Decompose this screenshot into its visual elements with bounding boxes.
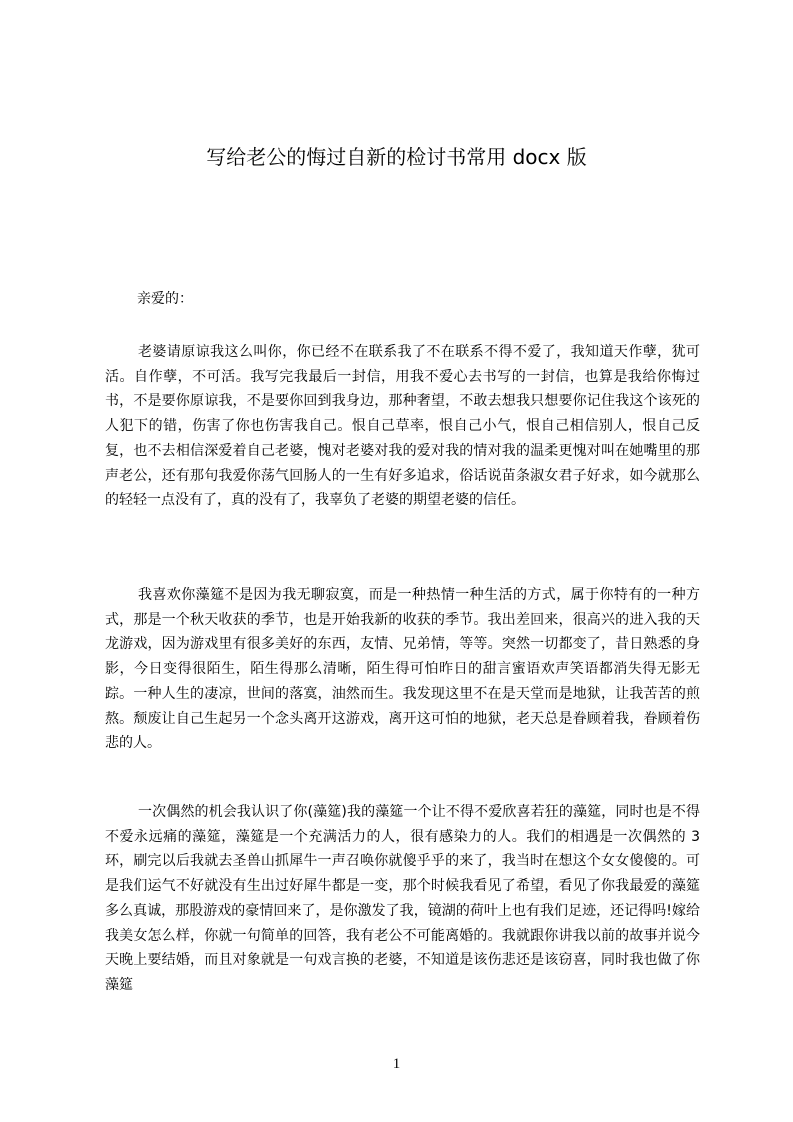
salutation: 亲爱的：	[137, 291, 193, 307]
body-paragraph-1: 老婆请原谅我这么叫你，你已经不在联系我了不在联系不得不爱了，我知道天作孽，犹可活。自作孽，不可活。我写完我最后一封信，用我不爱心去书写的一封信，也算是我给你悔过书，不是要你原谅我，不是要你回到我身边，那种奢望，不敢去想我只想要你记住我这个该死的人犯下的错，伤害了你也伤害我自己。恨自己草率，恨自己小气，恨自己相信别人，恨自己反复，也不去相信深爱着自己老婆，愧对老婆对我的爱对我的情对我的温柔更愧对叫在她嘴里的那声老公，还有那句我爱你荡气回肠人的一生有好多追求，俗话说苗条淑女君子好求，如今就那么的轻轻一点没有了，真的没有了，我辜负了老婆的期望老婆的信任。	[105, 344, 700, 509]
body-paragraph-3: 一次偶然的机会我认识了你(藻筵)我的藻筵一个让不得不爱欣喜若狂的藻筵，同时也是不得不爱永远痛的藻筵，藻筵是一个充满活力的人，很有感染力的人。我们的相遇是一次偶然的 3 环，刷完以后我就去圣兽山抓犀牛一声召唤你就傻乎乎的来了，我当时在想这个女女傻傻的。可是我们运气不好就没有生出过好犀牛都是一变，那个时候我看见了希望，看见了你我最爱的藻筵多么真诚，那股游戏的豪情回来了，是你激发了我，镜湖的荷叶上也有我们足迹，还记得吗!嫁给我美女怎么样，你就一句简单的回答，我有老公不可能离婚的。我就跟你讲我以前的故事并说今天晚上要结婚，而且对象就是一句戏言换的老婆，不知道是该伤悲还是该窃喜，同时我也做了你藻筵	[105, 804, 700, 993]
page-number: 1	[392, 1056, 401, 1072]
document-title: 写给老公的悔过自新的检讨书常用 docx 版	[206, 145, 587, 169]
body-paragraph-2: 我喜欢你藻筵不是因为我无聊寂寞，而是一种热情一种生活的方式，属于你特有的一种方式，那是一个秋天收获的季节，也是开始我新的收获的季节。我出差回来，很高兴的进入我的天龙游戏，因为游戏里有很多美好的东西，友情、兄弟情，等等。突然一切都变了，昔日熟悉的身影，今日变得很陌生，陌生得那么清晰，陌生得可怕昨日的甜言蜜语欢声笑语都消失得无影无踪。一种人生的凄凉，世间的落寞，油然而生。我发现这里不在是天堂而是地狱，让我苦苦的煎熬。颓废让自己生起另一个念头离开这游戏，离开这可怕的地狱，老天总是眷顾着我，眷顾着伤悲的人。	[105, 587, 700, 752]
